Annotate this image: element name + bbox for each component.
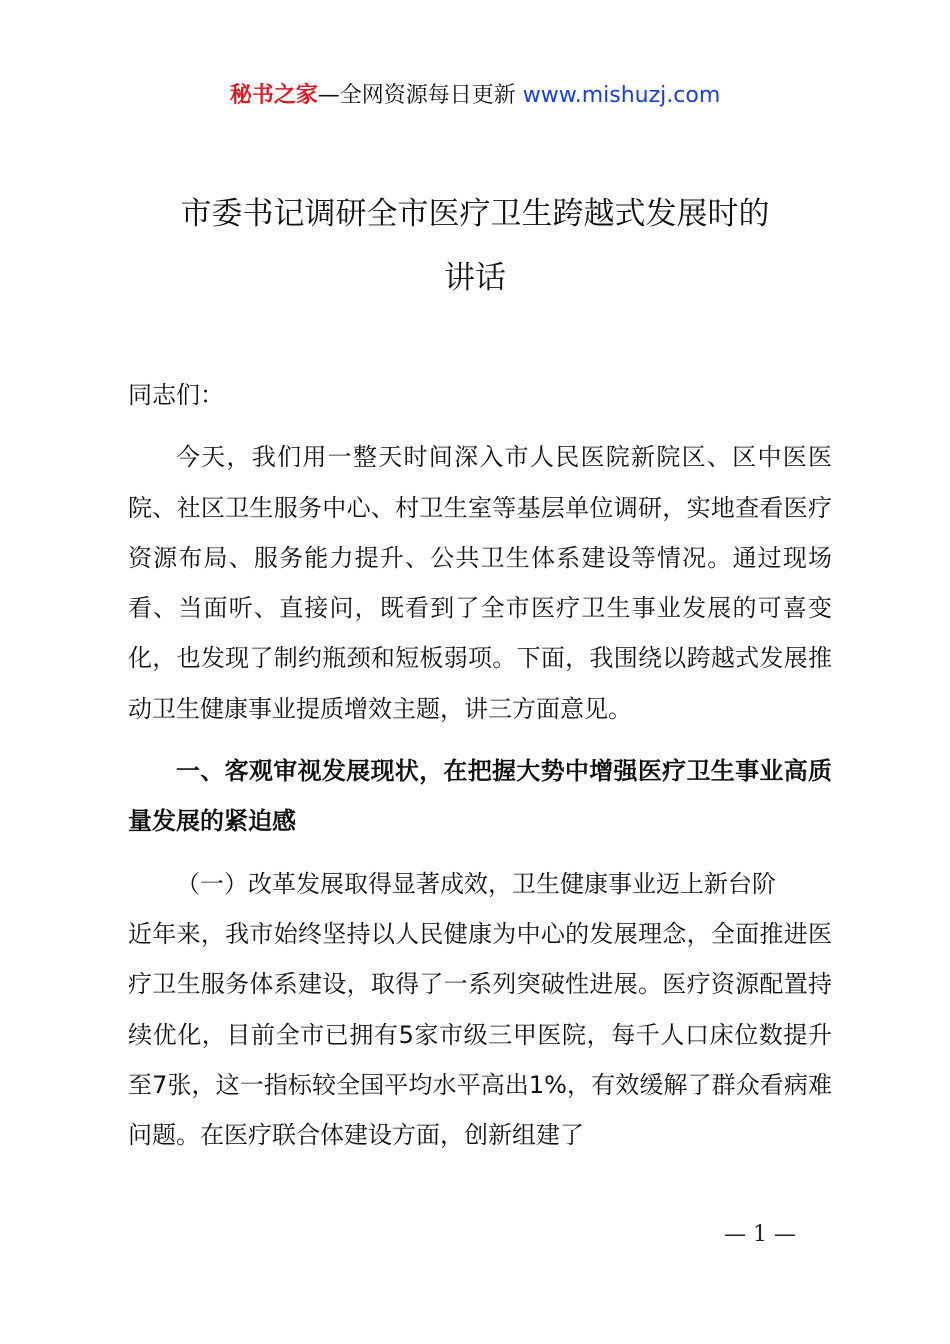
title-line-2: 讲话: [444, 260, 506, 296]
page-number: — 1 —: [724, 1222, 796, 1247]
salutation: 同志们：: [128, 381, 224, 409]
document-body: [128, 370, 832, 1172]
section-heading-1: 一、客观审视发展现状，在把握大势中增强医疗卫生事业高质量发展的紧迫感: [128, 757, 832, 836]
site-banner: [0, 80, 950, 112]
brand-name: 秘书之家: [229, 83, 318, 108]
body-paragraph-2: 近年来，我市始终坚持以人民健康为中心的发展理念，全面推进医疗卫生服务体系建设，取得了一系列突破性进展。医疗资源配置持续优化，目前全市已拥有5家市级三甲医院，每千人口床位数提升至7张，这一指标较全国平均水平高出1%，有效缓解了群众看病难问题。在医疗联合体建设方面，创新组建了: [128, 919, 832, 1150]
intro-paragraph: 今天，我们用一整天时间深入市人民医院新院区、区中医医院、社区卫生服务中心、村卫生室等基层单位调研，实地查看医疗资源布局、服务能力提升、公共卫生体系建设等情况。通过现场看、当面听、直接问，既看到了全市医疗卫生事业发展的可喜变化，也发现了制约瓶颈和短板弱项。下面，我围绕以跨越式发展推动卫生健康事业提质增效主题，讲三方面意见。: [128, 443, 832, 723]
title-line-1: 市委书记调研全市医疗卫生跨越式发展时的: [180, 196, 770, 232]
banner-tagline: —全网资源每日更新: [317, 83, 516, 108]
site-url-link[interactable]: www.mishuzj.com: [522, 83, 721, 108]
document-title: [100, 182, 850, 310]
subsection-heading-1: （一）改革发展取得显著成效，卫生健康事业迈上新台阶: [176, 869, 776, 898]
